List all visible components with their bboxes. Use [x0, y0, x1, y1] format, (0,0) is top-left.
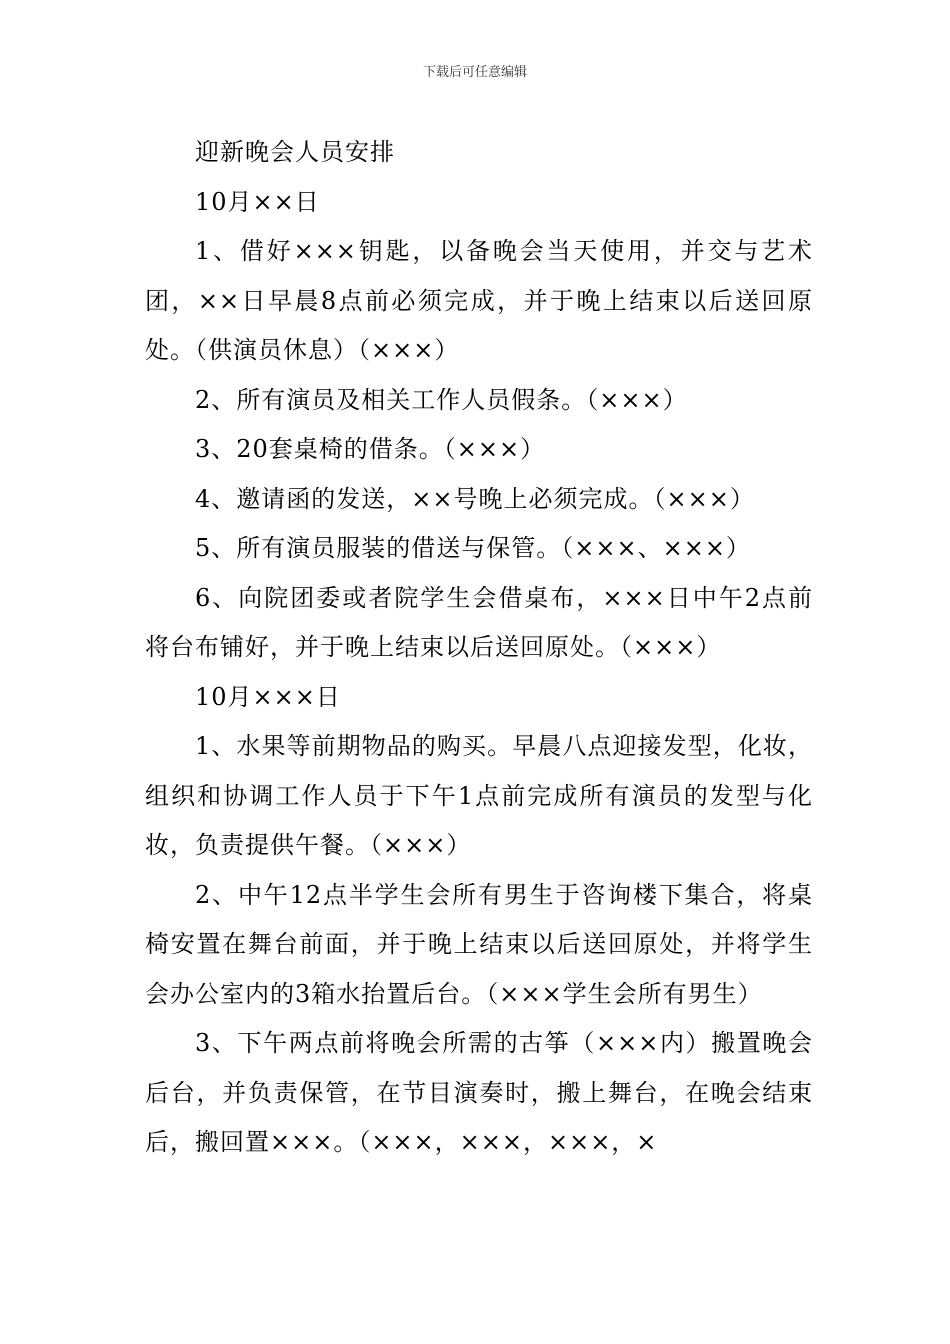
paragraph-day2-item3: 3、下午两点前将晚会所需的古筝（×××内）搬置晚会后台，并负责保管，在节目演奏时，搬上舞台，在晚会结束后，搬回置×××。（×××，×××，×××，×: [145, 1029, 813, 1156]
paragraph-day1-item4: 4、邀请函的发送，××号晚上必须完成。（×××）: [195, 484, 755, 513]
paragraph-day1-item6: 6、向院团委或者院学生会借桌布，×××日中午2点前将台布铺好，并于晚上结束以后送回原处。（×××）: [145, 583, 813, 661]
document-title: 迎新晚会人员安排: [195, 138, 395, 166]
paragraph-day1-item3: 3、20套桌椅的借条。（×××）: [195, 435, 546, 463]
paragraph-day2-item2: 2、中午12点半学生会所有男生于咨询楼下集合，将桌椅安置在舞台前面，并于晚上结束以后送回原处，并将学生会办公室内的3箱水抬置后台。（×××学生会所有男生）: [145, 880, 813, 1008]
date-heading-1: 10月××日: [195, 187, 320, 216]
paragraph-day1-item5: 5、所有演员服装的借送与保管。（×××、×××）: [195, 534, 751, 562]
document-body: [145, 128, 813, 1168]
paragraph-day2-item1: 1、水果等前期物品的购买。早晨八点迎接发型，化妆，组织和协调工作人员于下午1点前完成所有演员的发型与化妆，负责提供午餐。（×××）: [145, 732, 813, 859]
date-heading-2: 10月×××日: [195, 682, 341, 711]
page-header: 下载后可任意编辑: [422, 65, 527, 80]
paragraph-day1-item1: 1、借好×××钥匙，以备晚会当天使用，并交与艺术团，××日早晨8点前必须完成，并于晚上结束以后送回原处。（供演员休息）（×××）: [145, 237, 813, 364]
paragraph-day1-item2: 2、所有演员及相关工作人员假条。（×××）: [195, 385, 688, 414]
